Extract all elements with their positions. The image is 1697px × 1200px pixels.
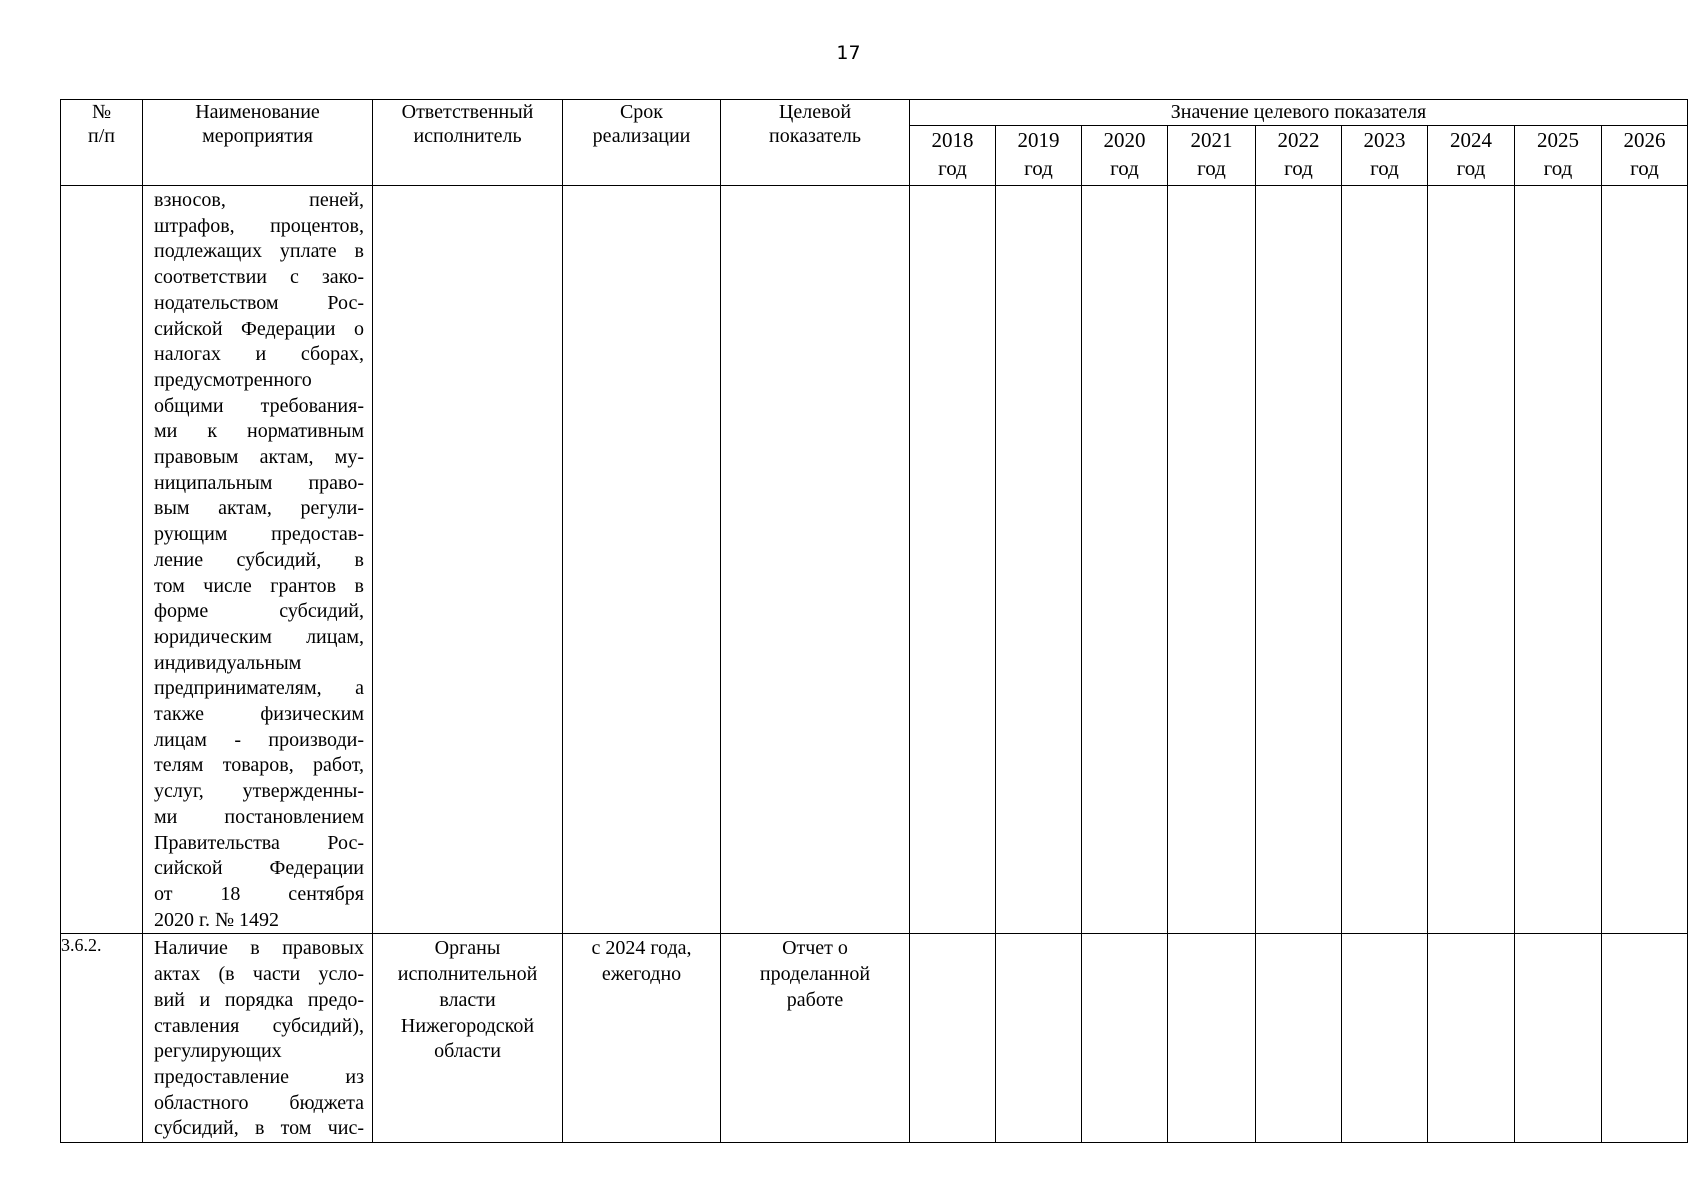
header-year-unit: год [1370, 156, 1399, 180]
header-year-unit: год [1284, 156, 1313, 180]
executor-cell-line: области [434, 1040, 501, 1063]
year-value-cell [1168, 934, 1256, 1143]
activity-name-line: субсидий, в том чис- [154, 1117, 364, 1140]
year-value-cell [1256, 934, 1342, 1143]
year-value-cell [1342, 934, 1428, 1143]
activity-name-line: правовым актам, му- [154, 446, 364, 469]
activity-name-line: актах (в части усло- [154, 963, 364, 986]
header-indicator-line1: Целевой [778, 101, 852, 123]
activity-name-line: соответствии с зако- [154, 266, 364, 289]
activity-name-line: индивидуальным [154, 651, 302, 674]
activity-name-line: форме субсидий, [154, 600, 364, 623]
activity-name-line: предусмотренного [154, 368, 312, 391]
term-cell [563, 934, 721, 1143]
term-cell [563, 186, 721, 934]
header-year-unit: год [938, 156, 967, 180]
activity-name-cell [143, 934, 373, 1143]
header-year-value: 2019 [1017, 128, 1060, 152]
year-value-cell [1082, 186, 1168, 934]
activity-name-line: от 18 сентября [154, 882, 364, 905]
header-term-line1: Срок [619, 101, 664, 123]
header-year-8 [1602, 126, 1688, 186]
table-row [61, 186, 1688, 934]
activity-name-line: ниципальным право- [154, 471, 364, 494]
header-num [61, 100, 143, 186]
year-value-cell [1082, 934, 1168, 1143]
year-value-cell [1602, 934, 1688, 1143]
executor-cell-line: власти [439, 988, 496, 1011]
header-target-value-group: Значение целевого показателя [910, 100, 1688, 126]
indicator-cell-line: проделанной [759, 963, 871, 986]
header-year-unit: год [1110, 156, 1139, 180]
executor-cell [373, 934, 563, 1143]
activity-name-line: вым актам, регули- [154, 497, 364, 520]
row-number-cell: 3.6.2. [61, 934, 143, 1143]
term-cell-line: с 2024 года, [591, 937, 692, 960]
header-year-value: 2026 [1623, 128, 1666, 152]
row-number-cell [61, 186, 143, 934]
activity-name-line: телям товаров, работ, [154, 754, 364, 777]
page-number: 17 [836, 42, 861, 64]
activity-name-line: ми постановлением [154, 805, 364, 828]
activity-name-line: предоставление из [154, 1065, 364, 1088]
header-year-6 [1428, 126, 1515, 186]
activity-name-line: ление субсидий, в [154, 548, 364, 571]
indicator-cell [721, 934, 910, 1143]
table-header [61, 100, 1688, 186]
activity-name-line: предпринимателям, а [154, 677, 364, 700]
table-body [61, 186, 1688, 1143]
activity-name-cell [143, 186, 373, 934]
header-year-unit: год [1543, 156, 1573, 180]
activity-name-line: нодательством Рос- [154, 291, 364, 314]
header-num-line2: п/п [88, 125, 115, 147]
header-year-unit: год [1197, 156, 1226, 180]
executor-cell-line: Органы [434, 937, 501, 960]
header-year-value: 2024 [1450, 128, 1492, 152]
header-year-0 [910, 126, 996, 186]
activity-name-line: вий и порядка предо- [154, 988, 364, 1011]
activity-name-line: 2020 г. № 1492 [154, 908, 280, 931]
header-executor [373, 100, 563, 186]
header-indicator [721, 100, 910, 186]
table-row [61, 934, 1688, 1143]
header-term [563, 100, 721, 186]
year-value-cell [1428, 186, 1515, 934]
executor-cell-line: исполнительной [397, 963, 538, 986]
header-year-5 [1342, 126, 1428, 186]
indicator-cell-line: Отчет о [782, 937, 848, 960]
activity-name-line: том числе грантов в [154, 574, 364, 597]
year-value-cell [1515, 934, 1602, 1143]
activity-name-line: регулирующих [154, 1040, 282, 1063]
activity-name-line: рующим предостав- [154, 523, 364, 546]
header-year-value: 2020 [1103, 128, 1146, 152]
header-year-unit: год [1456, 156, 1486, 180]
activity-name-line: ставления субсидий), [154, 1014, 364, 1037]
term-cell-line: ежегодно [601, 963, 682, 986]
header-num-line1: № [91, 101, 112, 123]
activity-name-line: услуг, утвержденны- [154, 780, 364, 803]
header-indicator-line2: показатель [769, 125, 861, 147]
header-year-3 [1168, 126, 1256, 186]
header-term-line2: реализации [592, 125, 691, 147]
header-name-line1: Наименование [195, 101, 320, 123]
header-year-value: 2018 [931, 128, 974, 152]
year-value-cell [910, 934, 996, 1143]
header-year-4 [1256, 126, 1342, 186]
header-year-value: 2022 [1277, 128, 1320, 152]
header-year-7 [1515, 126, 1602, 186]
activity-name-line: областного бюджета [154, 1091, 364, 1114]
header-year-unit: год [1630, 156, 1659, 180]
activity-name-line: сийской Федерации [154, 857, 364, 880]
year-value-cell [1168, 186, 1256, 934]
header-year-unit: год [1024, 156, 1053, 180]
header-year-value: 2025 [1537, 128, 1579, 152]
year-value-cell [996, 934, 1082, 1143]
activities-table [60, 99, 1688, 1143]
header-name [143, 100, 373, 186]
year-value-cell [910, 186, 996, 934]
year-value-cell [1342, 186, 1428, 934]
year-value-cell [996, 186, 1082, 934]
indicator-cell [721, 186, 910, 934]
header-year-value: 2023 [1363, 128, 1406, 152]
header-year-value: 2021 [1190, 128, 1233, 152]
year-value-cell [1602, 186, 1688, 934]
header-year-2 [1082, 126, 1168, 186]
activity-name-line: подлежащих уплате в [154, 240, 364, 263]
header-year-1 [996, 126, 1082, 186]
activity-name-line: Правительства Рос- [154, 831, 364, 854]
header-executor-line2: исполнитель [413, 125, 522, 147]
year-value-cell [1515, 186, 1602, 934]
activity-name-line: штрафов, процентов, [154, 214, 364, 237]
activity-name-line: юридическим лицам, [154, 625, 364, 648]
activity-name-line: сийской Федерации о [154, 317, 364, 340]
activity-name-line: также физическим [154, 703, 364, 726]
year-value-cell [1256, 186, 1342, 934]
activity-name-line: общими требования- [154, 394, 364, 417]
executor-cell-line: Нижегородской [400, 1014, 535, 1037]
header-name-line2: мероприятия [202, 125, 313, 147]
activity-name-line: лицам - производи- [154, 728, 364, 751]
activity-name-line: Наличие в правовых [154, 937, 364, 960]
activity-name-line: ми к нормативным [154, 420, 364, 443]
header-executor-line1: Ответственный [401, 101, 534, 123]
indicator-cell-line: работе [786, 988, 844, 1011]
activity-name-line: налогах и сборах, [154, 343, 364, 366]
executor-cell [373, 186, 563, 934]
year-value-cell [1428, 934, 1515, 1143]
activity-name-line: взносов, пеней, [154, 189, 364, 211]
